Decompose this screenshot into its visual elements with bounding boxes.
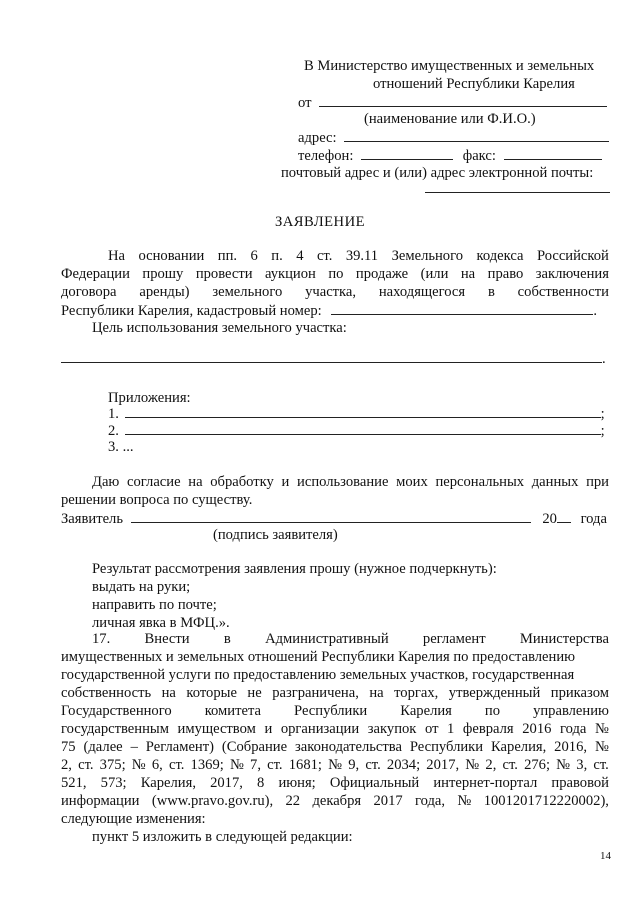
recipient-line-2: отношений Республики Карелия (373, 76, 575, 92)
paragraph-17-line-2: имущественных и земельных отношений Республики Карелия по предоставлению (61, 649, 576, 665)
address-label: адрес: (298, 130, 337, 146)
word: № (457, 793, 472, 809)
word: Официальный (329, 775, 420, 791)
word: 2016, (554, 739, 588, 755)
purpose-label: Цель использования земельного участка: (92, 320, 347, 336)
word: разграничена, (272, 685, 359, 701)
word: 573; (100, 775, 127, 791)
word: законодательства (295, 739, 402, 755)
word: на (369, 685, 384, 701)
word: организации (280, 721, 360, 737)
word: пп. (217, 248, 238, 264)
year-prefix: 20 (542, 511, 557, 527)
semicolon: ; (600, 406, 605, 422)
word: 1681; (288, 757, 322, 773)
word: на (161, 685, 176, 701)
attachment-2-number: 2. (108, 423, 119, 439)
word: июня; (278, 775, 316, 791)
word: и (281, 474, 290, 490)
consent-line-1 (92, 473, 609, 491)
paragraph-1-line-3 (61, 283, 609, 301)
word: 2034; (386, 757, 421, 773)
word: и (264, 721, 273, 737)
word: по (328, 266, 344, 282)
paragraph-17-line-9 (61, 774, 609, 792)
purpose-row (61, 349, 606, 368)
cadastral-blank (331, 301, 593, 315)
word: № (229, 757, 244, 773)
cadastral-label: Республики Карелия, кадастровый номер: (61, 303, 322, 319)
phone-blank (361, 146, 453, 160)
word: прошу (142, 266, 184, 282)
paragraph-17-line-5 (61, 702, 609, 720)
word: 4 (296, 248, 304, 264)
word: на (188, 474, 203, 490)
word: земельного (212, 284, 283, 300)
word: регламент (422, 631, 486, 647)
word: Российской (536, 248, 609, 264)
word: имуществом (177, 721, 256, 737)
paragraph-17-line-3: государственной услуги по предоставлению земельных участков, государственная (61, 667, 575, 683)
word: 6 (250, 248, 258, 264)
word: (далее (83, 739, 123, 755)
semicolon: ; (600, 423, 605, 439)
word: Административный (265, 631, 389, 647)
attachments-label: Приложения: (108, 390, 191, 406)
word: 8 (257, 775, 265, 791)
word: ст. (168, 757, 185, 773)
period: . (593, 303, 597, 319)
word: 9, (348, 757, 360, 773)
attachment-2 (108, 421, 605, 440)
word: Регламент) (145, 739, 214, 755)
signature-hint: (подпись заявителя) (213, 527, 338, 543)
paragraph-17-line-11: следующие изменения: (61, 811, 206, 827)
word: Государственного (61, 703, 172, 719)
word: использование (297, 474, 389, 490)
word: при (586, 474, 609, 490)
word: утвержденный (448, 685, 541, 701)
word: 75 (61, 739, 76, 755)
word: в (487, 284, 495, 300)
word: продаже (355, 266, 409, 282)
word: п. (271, 248, 283, 264)
word: 22 (285, 793, 301, 809)
document-title: ЗАЯВЛЕНИЕ (274, 214, 366, 230)
paragraph-1-line-1 (108, 247, 609, 265)
word: основании (138, 248, 205, 264)
word: на (460, 266, 476, 282)
word: Федерации (61, 266, 130, 282)
word: провести (195, 266, 253, 282)
word: 39.11 (345, 248, 379, 264)
paragraph-17-line-1 (92, 630, 609, 648)
word: года (559, 721, 587, 737)
word: в (223, 631, 231, 647)
paragraph-17-line-6 (61, 720, 609, 738)
fax-blank (504, 146, 602, 160)
word: ст. (593, 757, 609, 773)
attachment-2-blank (125, 421, 601, 435)
word: аукцион (265, 266, 316, 282)
word: Карелия, (491, 739, 547, 755)
word: информации (61, 793, 140, 809)
word: торгах, (394, 685, 439, 701)
paragraph-17-line-7 (61, 738, 609, 756)
word: 17. (92, 631, 111, 647)
fax-label: факс: (462, 148, 496, 164)
word: данных (531, 474, 579, 490)
word: не (247, 685, 262, 701)
word: № (465, 757, 480, 773)
postal-blank (425, 192, 610, 193)
word: приказом (550, 685, 609, 701)
word: 521, (61, 775, 87, 791)
year-suffix: года (580, 511, 607, 527)
from-blank (319, 93, 607, 107)
paragraph-17-line-8 (61, 756, 609, 774)
word: интернет-портал (433, 775, 538, 791)
word: участка, (305, 284, 357, 300)
attachment-3: 3. ... (108, 439, 134, 455)
postal-label: почтовый адрес и (или) адрес электронной почты: (281, 165, 594, 181)
word: На (108, 248, 126, 264)
word: находящегося (378, 284, 466, 300)
word: 6, (151, 757, 163, 773)
result-heading: Результат рассмотрения заявления прошу (нужное подчеркнуть): (92, 561, 497, 577)
word: 2, (485, 757, 497, 773)
word: 276; (524, 757, 551, 773)
phone-label: телефон: (298, 148, 354, 164)
name-hint: (наименование или Ф.И.О.) (364, 111, 536, 127)
word: года, (415, 793, 446, 809)
word: 1001201712220002), (483, 793, 609, 809)
phone-fax-row (298, 146, 602, 165)
word: ст. (78, 757, 94, 773)
word: 2017, (210, 775, 243, 791)
word: Даю (92, 474, 120, 490)
paragraph-17-line-10 (61, 792, 609, 810)
word: № (594, 739, 609, 755)
word: Карелия (400, 703, 452, 719)
word: – (130, 739, 138, 755)
word: Министерства (519, 631, 609, 647)
word: управлению (533, 703, 609, 719)
attachment-1-number: 1. (108, 406, 119, 422)
word: закупок (367, 721, 417, 737)
address-blank (344, 128, 609, 142)
word: 1369; (190, 757, 224, 773)
consent-line-2: решении вопроса по существу. (61, 492, 253, 508)
word: правовой (551, 775, 609, 791)
word: кодекса (476, 248, 524, 264)
period: . (602, 351, 606, 367)
word: 2016 (522, 721, 552, 737)
word: персональных (435, 474, 525, 490)
word: Республики (409, 739, 484, 755)
word: комитета (204, 703, 261, 719)
word: которые (186, 685, 237, 701)
word: Республики (294, 703, 368, 719)
word: 2017, (426, 757, 460, 773)
paragraph-1-line-2 (61, 265, 609, 283)
word: (www.pravo.gov.ru), (151, 793, 274, 809)
word: ст. (502, 757, 518, 773)
word: собственность (61, 685, 152, 701)
word: февраля (462, 721, 514, 737)
word: № (328, 757, 343, 773)
paragraph-1-line-4 (61, 301, 597, 320)
result-option-2: направить по почте; (92, 597, 217, 613)
address-row (298, 128, 609, 147)
word: аренды) (139, 284, 190, 300)
word: (Собрание (221, 739, 288, 755)
word: (или (420, 266, 449, 282)
word: от (424, 721, 439, 737)
result-option-1: выдать на руки; (92, 579, 191, 595)
attachment-1-blank (125, 404, 601, 418)
word: Земельного (391, 248, 464, 264)
word: договора (61, 284, 117, 300)
word: 1 (447, 721, 455, 737)
word: 2017 (373, 793, 403, 809)
word: обработку (210, 474, 274, 490)
word: заключения (535, 266, 609, 282)
word: № (594, 721, 609, 737)
word: Карелия, (140, 775, 196, 791)
word: ст. (365, 757, 381, 773)
word: Внести (144, 631, 190, 647)
year-blank (557, 509, 571, 523)
word: 375; (99, 757, 126, 773)
recipient-line-1: В Министерство имущественных и земельных (304, 58, 595, 74)
page-number: 14 (600, 850, 611, 862)
word: № (131, 757, 146, 773)
result-option-3: личная явка в МФЦ.». (92, 615, 230, 631)
word: собственности (517, 284, 609, 300)
word: согласие (127, 474, 181, 490)
word: государственным (61, 721, 169, 737)
word: ст. (316, 248, 333, 264)
word: декабря (312, 793, 362, 809)
paragraph-17-line-12: пункт 5 изложить в следующей редакции: (92, 829, 353, 845)
purpose-blank (61, 349, 602, 363)
word: 3, (576, 757, 588, 773)
word: 2, (61, 757, 72, 773)
word: право (487, 266, 524, 282)
word: № (556, 757, 571, 773)
word: моих (396, 474, 428, 490)
paragraph-17-line-4 (61, 684, 609, 702)
word: ст. (267, 757, 283, 773)
word: 7, (250, 757, 261, 773)
from-label: от (298, 95, 312, 111)
applicant-label: Заявитель (61, 511, 123, 527)
word: по (484, 703, 501, 719)
signature-blank (131, 509, 531, 523)
